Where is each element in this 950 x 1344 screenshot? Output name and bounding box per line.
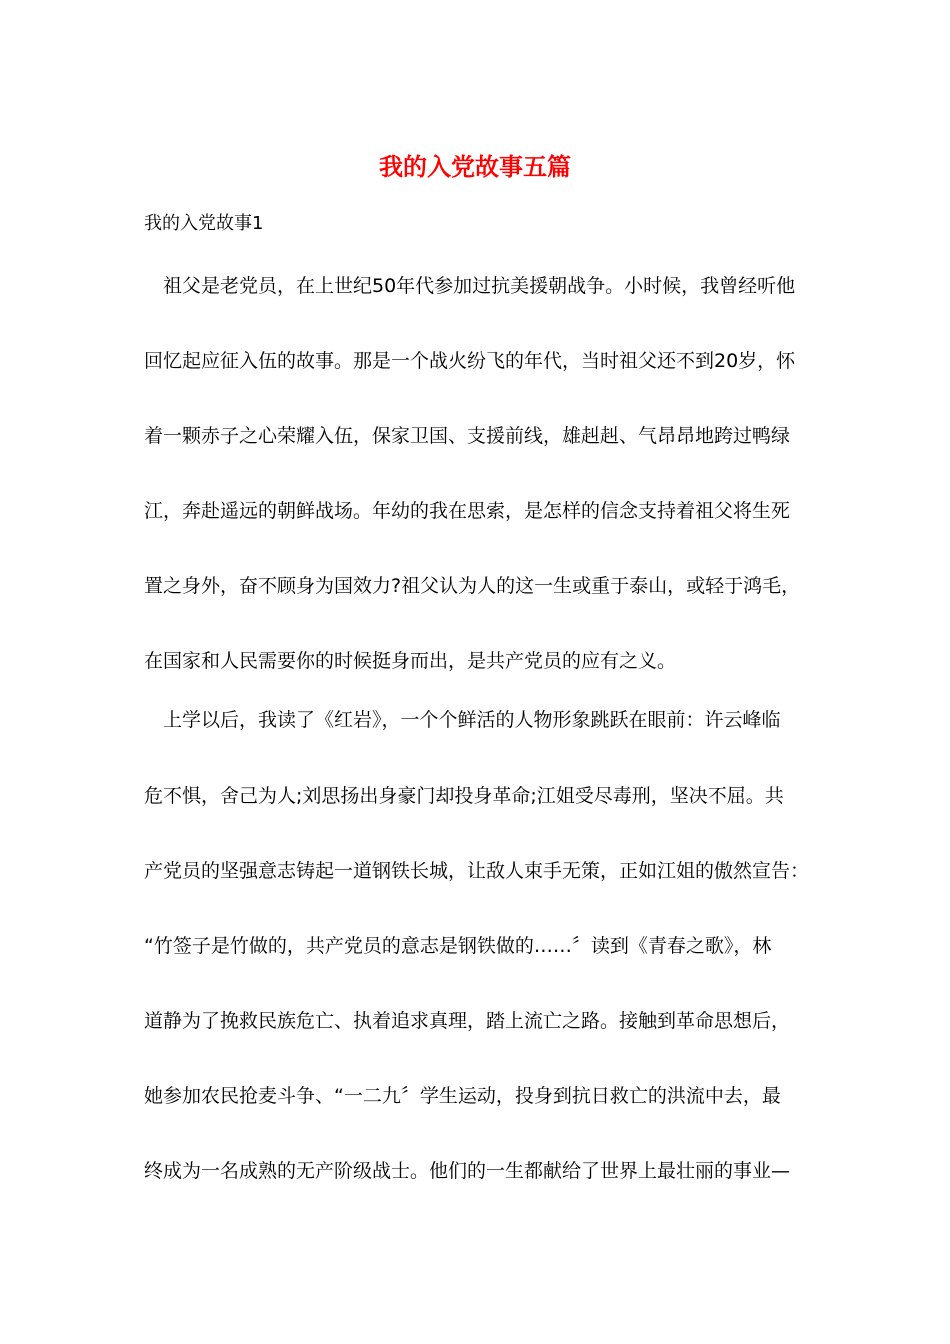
paragraph-line: 终成为一名成熟的无产阶级战士。他们的一生都献给了世界上最壮丽的事业— — [144, 1160, 791, 1182]
paragraph-line: 她参加农民抢麦斗争、“一二九〞学生运动，投身到抗日救亡的洪流中去，最 — [144, 1085, 781, 1107]
paragraph-line: 着一颗赤子之心荣耀入伍，保家卫国、支援前线，雄赳赳、气昂昂地跨过鸭绿 — [144, 425, 791, 447]
paragraph-line: 在国家和人民需要你的时候挺身而出，是共产党员的应有之义。 — [144, 650, 677, 672]
paragraph-line: “竹签子是竹做的，共产党员的意志是钢铁做的……〞读到《青春之歌》，林 — [144, 935, 772, 957]
document-title: 我的入党故事五篇 — [379, 152, 571, 181]
paragraph-line: 回忆起应征入伍的故事。那是一个战火纷飞的年代，当时祖父还不到20岁，怀 — [144, 350, 796, 372]
paragraph-line: 道静为了挽救民族危亡、执着追求真理，踏上流亡之路。接触到革命思想后， — [144, 1010, 791, 1032]
paragraph-line: 置之身外，奋不顾身为国效力?祖父认为人的这一生或重于泰山，或轻于鸿毛， — [144, 575, 801, 597]
paragraph-line: 上学以后，我读了《红岩》，一个个鲜活的人物形象跳跃在眼前：许云峰临 — [144, 709, 781, 731]
section-heading: 我的入党故事1 — [144, 213, 264, 234]
paragraph-line: 产党员的坚强意志铸起一道钢铁长城，让敌人束手无策，正如江姐的傲然宣告： — [144, 860, 810, 882]
paragraph-line: 祖父是老党员，在上世纪50年代参加过抗美援朝战争。小时候，我曾经听他 — [144, 275, 796, 297]
paragraph-line: 危不惧，舍己为人;刘思扬出身豪门却投身革命;江姐受尽毒刑，坚决不屈。共 — [144, 785, 784, 807]
paragraph-line: 江，奔赴遥远的朝鲜战场。年幼的我在思索，是怎样的信念支持着祖父将生死 — [144, 500, 791, 522]
